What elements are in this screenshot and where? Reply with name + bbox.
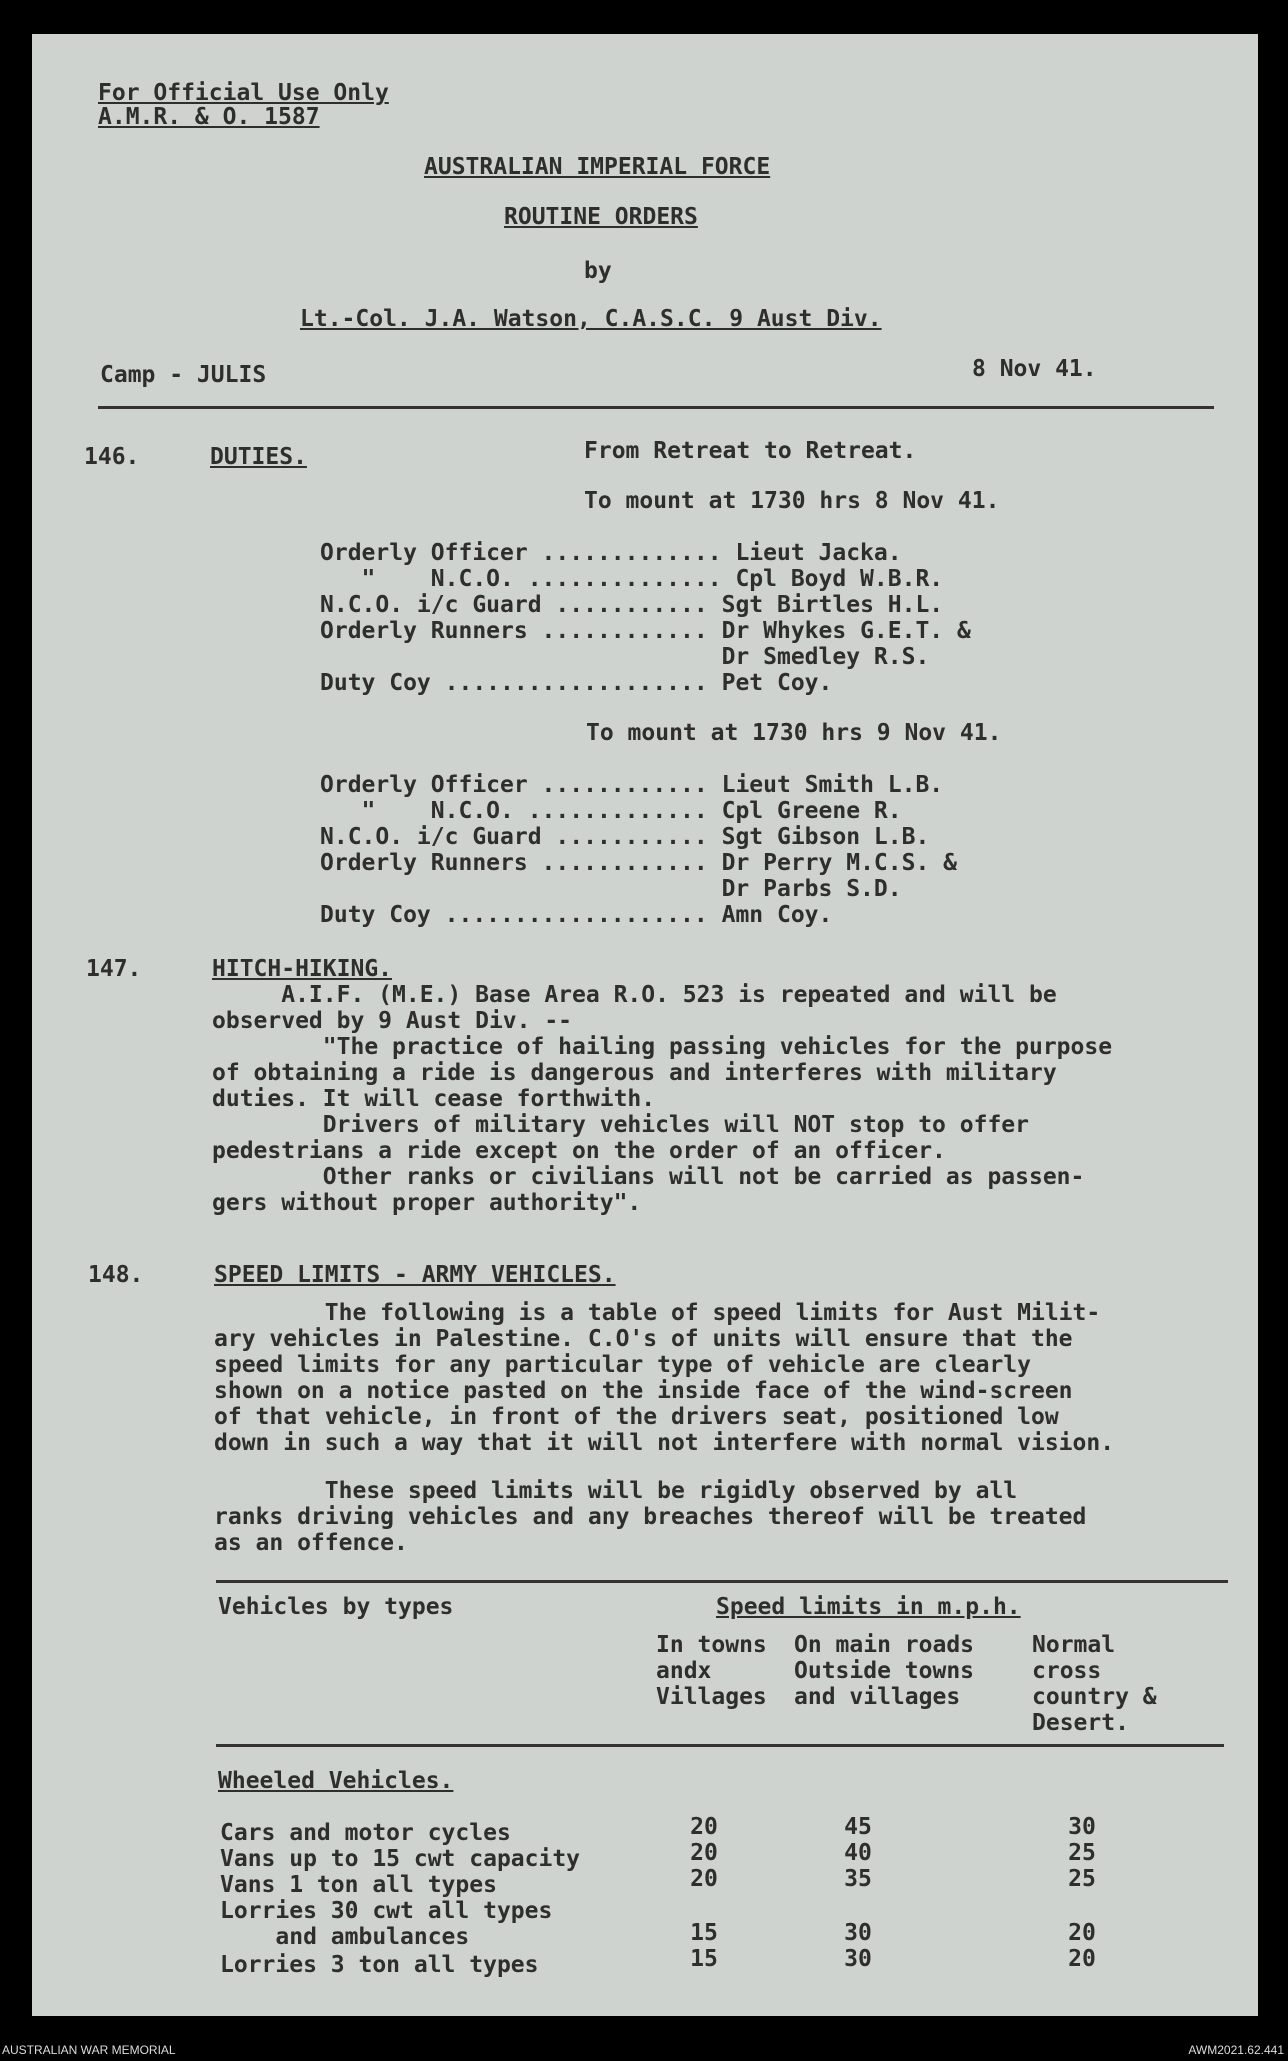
- footer-accession: AWM2021.62.441: [1188, 2043, 1284, 2057]
- order-148-paragraph-2: These speed limits will be rigidly observed by all ranks driving vehicles and any breaches thereof will be treated as an offence.: [214, 1478, 1087, 1556]
- footer-source: AUSTRALIAN WAR MEMORIAL: [2, 2043, 176, 2057]
- duty-row: Orderly Runners ............ Dr Perry M.C.S. &: [320, 850, 957, 876]
- duty-roster-2: [320, 772, 957, 928]
- table-header-vehicles: Vehicles by types: [218, 1594, 454, 1620]
- table-row-type: Lorries 3 ton all types: [220, 1952, 539, 1978]
- table-cell-towns: 20: [690, 1840, 718, 1866]
- duty-row: Orderly Officer ............ Lieut Smith L.B.: [320, 772, 944, 798]
- duty-row: Duty Coy ................... Amn Coy.: [320, 902, 833, 928]
- camp-label: Camp - JULIS: [100, 362, 267, 388]
- duty-roster-1: [320, 540, 971, 696]
- table-cell-main: 45: [844, 1814, 872, 1840]
- duty-row: N.C.O. i/c Guard ........... Sgt Gibson L.B.: [320, 824, 930, 850]
- table-cell-cross: 20: [1068, 1920, 1096, 1946]
- table-cell-cross: 25: [1068, 1866, 1096, 1892]
- subheader-cross-country: Normal cross country & Desert.: [1032, 1632, 1157, 1736]
- table-cell-cross: 20: [1068, 1946, 1096, 1972]
- duty-row: " N.C.O. .............. Cpl Boyd W.B.R.: [320, 566, 944, 592]
- order-148-number: 148.: [88, 1262, 144, 1288]
- document-page: [32, 34, 1258, 2016]
- table-cell-towns: 15: [690, 1920, 718, 1946]
- order-147-body: A.I.F. (M.E.) Base Area R.O. 523 is repeated and will be observed by 9 Aust Div. -- "The practice of hailing passing vehicles for the purpose of obtaining a ride is dangerous and interferes with military duties. It will cease forthwith. Drivers of military vehicles will NOT stop to offer pedestrians a ride except on the order of an officer. Other ranks or civilians will not be carried as passen- gers without proper authority".: [212, 982, 1113, 1216]
- order-146-number: 146.: [84, 444, 140, 470]
- duty-row: Orderly Runners ............ Dr Whykes G.E.T. &: [320, 618, 971, 644]
- order-146-subtitle: From Retreat to Retreat.: [584, 438, 917, 464]
- table-cell-main: 35: [844, 1866, 872, 1892]
- table-row-type: Vans up to 15 cwt capacity: [220, 1846, 581, 1872]
- table-header-rule: [216, 1744, 1224, 1747]
- subheader-main-roads: On main roads Outside towns and villages: [794, 1632, 975, 1710]
- order-147-title: HITCH-HIKING.: [212, 956, 393, 982]
- mount-1-heading: To mount at 1730 hrs 8 Nov 41.: [584, 488, 1000, 514]
- reference-number: A.M.R. & O. 1587: [98, 104, 320, 130]
- orders-heading: ROUTINE ORDERS: [504, 204, 698, 230]
- table-top-rule: [216, 1580, 1228, 1583]
- duty-row: N.C.O. i/c Guard ........... Sgt Birtles H.L.: [320, 592, 944, 618]
- header-divider: [98, 406, 1214, 409]
- by-label: by: [584, 258, 612, 284]
- duty-row: Orderly Officer ............. Lieut Jacka.: [320, 540, 902, 566]
- duty-row: Duty Coy ................... Pet Coy.: [320, 670, 833, 696]
- table-row-type: Vans 1 ton all types: [220, 1872, 497, 1898]
- table-row-type: Cars and motor cycles: [220, 1820, 511, 1846]
- table-cell-cross: 25: [1068, 1840, 1096, 1866]
- duty-row: Dr Smedley R.S.: [721, 644, 930, 670]
- duty-row: Dr Parbs S.D.: [721, 876, 902, 902]
- table-row-type: Lorries 30 cwt all types: [220, 1898, 553, 1924]
- force-heading: AUSTRALIAN IMPERIAL FORCE: [424, 154, 771, 180]
- section-wheeled-vehicles: Wheeled Vehicles.: [218, 1768, 454, 1794]
- subheader-towns: In towns andx Villages: [656, 1632, 767, 1710]
- table-header-speed: Speed limits in m.p.h.: [716, 1594, 1021, 1620]
- order-146-title: DUTIES.: [210, 444, 307, 470]
- issuing-officer: Lt.-Col. J.A. Watson, C.A.S.C. 9 Aust Div.: [300, 306, 882, 332]
- order-148-paragraph-1: The following is a table of speed limits for Aust Milit- ary vehicles in Palestine. C.O's of units will ensure that the speed limits for any particular type of vehicle are clearly shown on a notice pasted on the inside face of the wind-screen of that vehicle, in front of the drivers seat, positioned low down in such a way that it will not interfere with normal vision.: [214, 1300, 1115, 1456]
- order-date: 8 Nov 41.: [972, 356, 1097, 382]
- table-row-type: and ambulances: [220, 1924, 470, 1950]
- official-use-label: For Official Use Only: [98, 80, 389, 106]
- order-148-title: SPEED LIMITS - ARMY VEHICLES.: [214, 1262, 616, 1288]
- mount-2-heading: To mount at 1730 hrs 9 Nov 41.: [586, 720, 1002, 746]
- order-147-number: 147.: [86, 956, 142, 982]
- table-cell-main: 40: [844, 1840, 872, 1866]
- table-cell-towns: 20: [690, 1814, 718, 1840]
- table-cell-cross: 30: [1068, 1814, 1096, 1840]
- table-cell-main: 30: [844, 1920, 872, 1946]
- duty-row: " N.C.O. ............. Cpl Greene R.: [320, 798, 902, 824]
- table-cell-towns: 20: [690, 1866, 718, 1892]
- table-cell-main: 30: [844, 1946, 872, 1972]
- table-cell-towns: 15: [690, 1946, 718, 1972]
